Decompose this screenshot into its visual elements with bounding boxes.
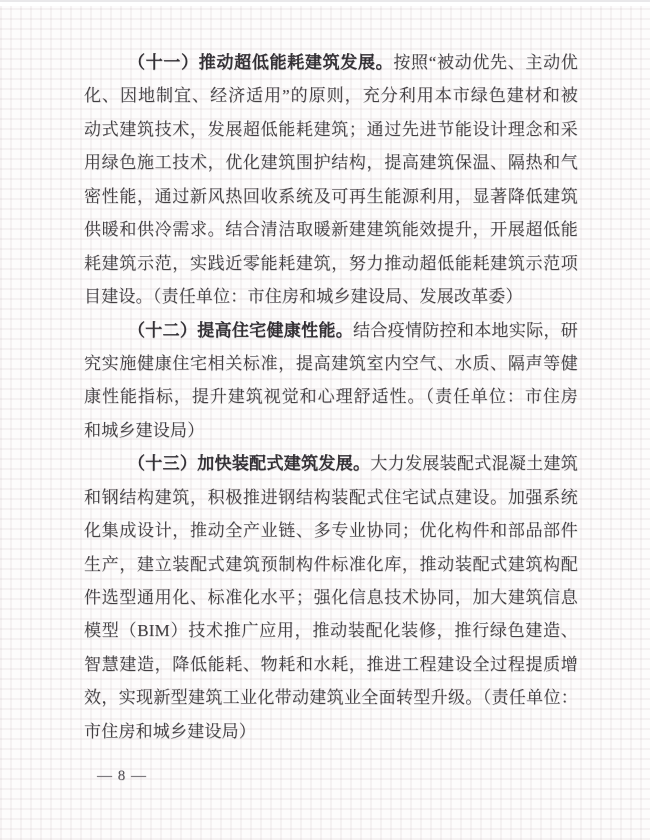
text-line [84, 481, 578, 514]
paragraph-item-11 [84, 46, 578, 314]
text-line [84, 380, 578, 413]
line-text: 生产，建立装配式建筑预制构件标准化库，推动装配式建筑构配 [84, 554, 578, 574]
text-line [84, 581, 578, 614]
line-text: 件选型通用化、标准化水平；强化信息技术协同，加大建筑信息 [84, 588, 578, 607]
line-text: 耗建筑示范，实践近零能耗建筑，努力推动超低能耗建筑示范项 [84, 253, 578, 273]
text-line [84, 180, 578, 213]
page-number: — 8 — [97, 768, 147, 784]
line-text: 市住房和城乡建设局） [84, 721, 256, 741]
text-line [84, 614, 578, 647]
section-heading: （十一）推动超低能耗建筑发展。 [128, 53, 394, 72]
line-text: 密性能，通过新风热回收系统及可再生能源利用，显著降低建筑 [84, 186, 578, 206]
line-text: 结合疫情防控和本地实际，研 [353, 320, 578, 340]
text-line [84, 247, 578, 280]
section-heading: （十三）加快装配式建筑发展。 [128, 454, 371, 474]
section-heading: （十二）提高住宅健康性能。 [128, 320, 354, 340]
paragraph-item-12 [84, 314, 578, 448]
text-line [84, 280, 578, 313]
text-line [84, 347, 578, 380]
text-line [84, 648, 578, 681]
scan-top-edge [0, 0, 650, 6]
text-line [84, 314, 578, 347]
line-text: 化集成设计，推动全产业链、多专业协同；优化构件和部品部件 [84, 521, 578, 541]
line-text: 供暖和供冷需求。结合清洁取暖新建建筑能效提升，开展超低能 [84, 220, 578, 240]
line-text: 和钢结构建筑，积极推进钢结构装配式住宅试点建设。加强系统 [84, 487, 578, 507]
line-text: 模型（BIM）技术推广应用，推动装配化装修，推行绿色建造、 [84, 621, 578, 641]
line-text: 智慧建造，降低能耗、物耗和水耗，推进工程建设全过程提质增 [84, 654, 578, 674]
line-text: 效，实现新型建筑工业化带动建筑业全面转型升级。（责任单位： [84, 688, 578, 708]
line-text: 大力发展装配式混凝土建筑 [370, 454, 578, 474]
text-line [84, 213, 578, 246]
text-line [84, 447, 578, 480]
line-text: 康性能指标，提升建筑视觉和心理舒适性。（责任单位：市住房 [84, 387, 578, 407]
text-line [84, 46, 578, 79]
text-line [84, 715, 578, 748]
line-text: 动式建筑技术，发展超低能耗建筑；通过先进节能设计理念和采 [84, 119, 578, 139]
text-line [84, 681, 578, 714]
document-body [84, 46, 578, 748]
text-line [84, 146, 578, 179]
line-text: 用绿色施工技术，优化建筑围护结构，提高建筑保温、隔热和气 [84, 153, 578, 173]
text-line [84, 514, 578, 547]
line-text: 化、因地制宜、经济适用”的原则，充分利用本市绿色建材和被 [84, 86, 578, 106]
text-line [84, 113, 578, 146]
line-text: 目建设。（责任单位：市住房和城乡建设局、发展改革委） [84, 287, 523, 307]
text-line [84, 414, 578, 447]
paragraph-item-13 [84, 447, 578, 748]
text-line [84, 548, 578, 581]
line-text: 和城乡建设局） [84, 420, 205, 440]
line-text: 究实施健康住宅相关标准，提高建筑室内空气、水质、隔声等健 [84, 353, 578, 373]
text-line [84, 79, 578, 112]
line-text: 按照“被动优先、主动优 [393, 53, 579, 72]
